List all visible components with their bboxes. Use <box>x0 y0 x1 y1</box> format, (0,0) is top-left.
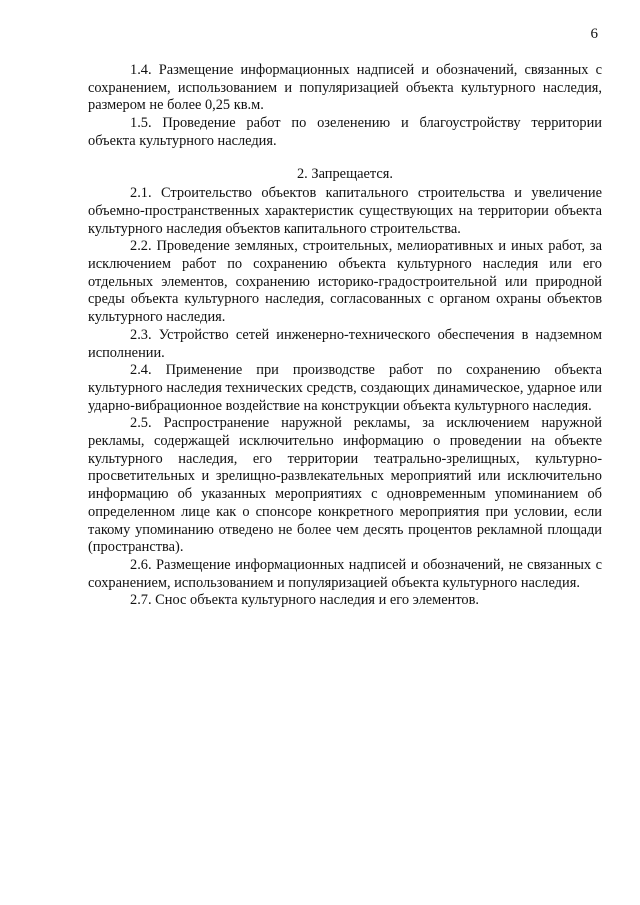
clause-2-1: 2.1. Строительство объектов капитального строительства и увеличение объемно-пространственных характеристик существующих на территории объекта культурного наследия объектов капитального строительства. <box>88 185 602 237</box>
clause-2-3: 2.3. Устройство сетей инженерно-технического обеспечения в надземном исполнении. <box>88 326 602 361</box>
page-number: 6 <box>590 26 598 42</box>
section-heading: 2. Запрещается. <box>296 165 393 182</box>
clause-2-7: 2.7. Снос объекта культурного наследия и его элементов. <box>130 592 480 609</box>
clause-2-2: 2.2. Проведение земляных, строительных, мелиоративных и иных работ, за исключением работ по сохранению объекта культурного наследия или его отдельных элементов, сохранению историко-градостроительной или природной среды объекта культурного наследия, согласованных с органом охраны объектов культурного наследия. <box>88 238 602 326</box>
clause-2-4: 2.4. Применение при производстве работ по сохранению объекта культурного наследия технических средств, создающих динамическое, ударное или ударно-вибрационное воздействие на конструкции объекта культурного наследия. <box>88 362 602 414</box>
clause-1-4: 1.4. Размещение информационных надписей и обозначений, связанных с сохранением, использованием и популяризацией объекта культурного наследия, размером не более 0,25 кв.м. <box>88 62 602 114</box>
clause-1-5: 1.5. Проведение работ по озеленению и благоустройству территории объекта культурного наследия. <box>88 115 602 149</box>
clause-2-6: 2.6. Размещение информационных надписей и обозначений, не связанных с сохранением, использованием и популяризацией объекта культурного наследия. <box>88 556 602 591</box>
document-body <box>88 62 602 610</box>
clause-2-5: 2.5. Распространение наружной рекламы, за исключением наружной рекламы, содержащей исключительно информацию о проведении на объекте культурного наследия, его территории театрально-зрелищных, культурно-просветительных и зрелищно-развлекательных мероприятий или исключительно информацию об указанных мероприятиях с одновременным упоминанием об определенном лице как о спонсоре конкретного мероприятия при условии, если такому упоминанию отведено не более чем десять процентов рекламной площади (пространства). <box>88 415 602 556</box>
